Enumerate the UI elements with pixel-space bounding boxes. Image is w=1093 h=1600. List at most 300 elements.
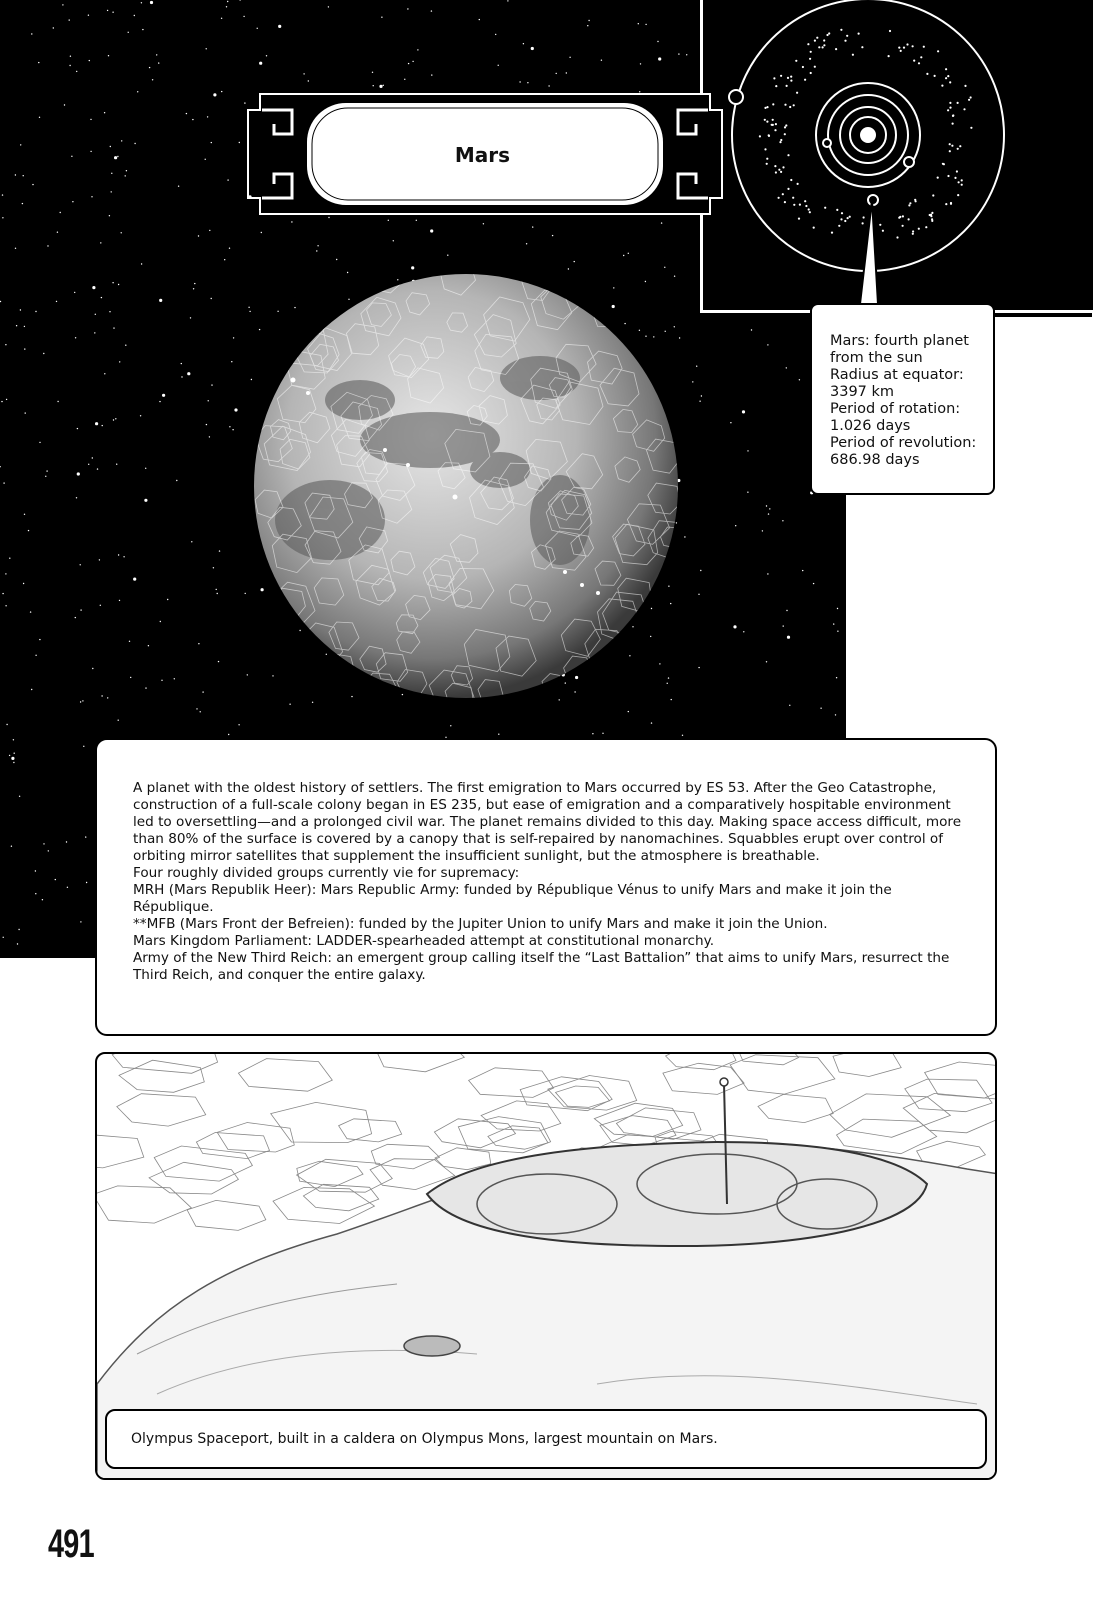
- star: [658, 57, 661, 60]
- asteroid-dot: [771, 124, 773, 126]
- star: [317, 245, 318, 246]
- canopy-cell: [240, 280, 284, 324]
- star: [527, 82, 528, 83]
- asteroid-dot: [824, 207, 826, 209]
- star: [213, 567, 214, 568]
- star: [20, 144, 21, 145]
- callout-pointer: [830, 200, 910, 310]
- star: [261, 588, 264, 591]
- star: [266, 55, 267, 56]
- star: [837, 631, 838, 632]
- star: [39, 639, 40, 640]
- canopy-cell: [649, 660, 692, 703]
- star: [118, 720, 119, 721]
- star: [35, 311, 36, 312]
- asteroid-dot: [903, 47, 905, 49]
- asteroid-dot: [861, 46, 863, 48]
- asteroid-dot: [782, 193, 784, 195]
- star: [742, 410, 745, 413]
- asteroid-dot: [823, 39, 825, 41]
- star: [747, 492, 748, 493]
- star: [289, 704, 290, 705]
- asteroid-dot: [937, 50, 939, 52]
- star: [674, 326, 675, 327]
- canopy-cell: [295, 643, 331, 677]
- star: [18, 929, 19, 930]
- star: [219, 550, 220, 551]
- star: [31, 33, 32, 34]
- star: [519, 81, 520, 82]
- star: [95, 422, 98, 425]
- canopy-cell: [434, 1119, 515, 1148]
- star: [495, 34, 496, 35]
- mars-planet-illustration: [240, 260, 692, 715]
- star: [130, 677, 131, 678]
- star: [42, 899, 43, 900]
- star: [211, 142, 212, 143]
- asteroid-dot: [816, 37, 818, 39]
- star: [657, 41, 658, 42]
- star: [336, 259, 337, 260]
- star: [97, 468, 98, 469]
- star: [121, 140, 122, 141]
- star: [587, 25, 588, 26]
- star: [80, 564, 81, 565]
- asteroid-dot: [778, 197, 780, 199]
- star: [112, 282, 113, 283]
- star: [69, 19, 70, 20]
- star: [118, 554, 119, 555]
- asteroid-dot: [822, 46, 824, 48]
- star: [698, 667, 699, 668]
- star: [22, 203, 23, 204]
- star: [239, 0, 240, 1]
- asteroid-dot: [945, 68, 947, 70]
- asteroid-dot: [764, 148, 766, 150]
- asteroid-dot: [808, 208, 810, 210]
- star: [651, 722, 652, 723]
- asteroid-dot: [798, 218, 800, 220]
- star: [613, 287, 614, 288]
- asteroid-dot: [949, 150, 951, 152]
- star: [35, 655, 36, 656]
- asteroid-dot: [945, 77, 947, 79]
- star: [802, 570, 803, 571]
- canopy-cell: [371, 1144, 439, 1169]
- star: [211, 384, 212, 385]
- star: [198, 235, 199, 236]
- star: [159, 401, 160, 402]
- description-paragraph: Army of the New Third Reich: an emergent group calling itself the “Last Battalion” that aims to unify Mars, resurrect the Third Reich, and conquer the entire galaxy.: [133, 950, 950, 983]
- asteroid-dot: [797, 183, 799, 185]
- asteroid-dot: [804, 200, 806, 202]
- star: [11, 757, 14, 760]
- star: [35, 870, 36, 871]
- canopy-cell: [833, 1054, 901, 1077]
- canopy-cell: [632, 273, 668, 308]
- star: [206, 48, 207, 49]
- asteroid-dot: [906, 43, 908, 45]
- asteroid-dot: [826, 34, 828, 36]
- asteroid-dot: [796, 92, 798, 94]
- star: [102, 425, 103, 426]
- star: [48, 850, 49, 851]
- star: [121, 232, 122, 233]
- star: [110, 146, 111, 147]
- star: [181, 363, 182, 364]
- star: [125, 175, 126, 176]
- star: [95, 314, 96, 315]
- asteroid-dot: [957, 148, 959, 150]
- asteroid-dot: [784, 104, 786, 106]
- star: [229, 248, 230, 249]
- star: [623, 255, 624, 256]
- asteroid-dot: [799, 204, 801, 206]
- asteroid-dot: [956, 170, 958, 172]
- star: [70, 56, 71, 57]
- star: [308, 80, 309, 81]
- canopy-cell: [610, 301, 635, 326]
- star: [89, 60, 90, 61]
- asteroid-dot: [813, 227, 815, 229]
- canopy-cell: [594, 1103, 682, 1136]
- star: [74, 292, 75, 293]
- star: [531, 47, 534, 50]
- asteroid-dot: [964, 85, 966, 87]
- star: [104, 112, 105, 113]
- asteroid-dot: [846, 35, 848, 37]
- asteroid-dot: [858, 33, 860, 35]
- asteroid-dot: [766, 106, 768, 108]
- star: [205, 159, 206, 160]
- star: [574, 691, 575, 692]
- star: [767, 573, 768, 574]
- star: [101, 297, 102, 298]
- star: [261, 232, 262, 233]
- star: [247, 674, 248, 675]
- star: [668, 586, 669, 587]
- canopy-cell: [903, 1093, 997, 1132]
- canopy-cell: [273, 1188, 374, 1224]
- asteroid-dot: [932, 194, 934, 196]
- star: [566, 72, 567, 73]
- star: [767, 344, 768, 345]
- asteroid-dot: [778, 169, 780, 171]
- star: [272, 675, 273, 676]
- canopy-cell: [263, 276, 282, 295]
- star: [192, 119, 193, 120]
- asteroid-dot: [772, 103, 774, 105]
- asteroid-dot: [759, 135, 761, 137]
- star: [99, 559, 100, 560]
- star: [80, 609, 81, 610]
- star: [664, 267, 665, 268]
- canopy-cell: [654, 627, 676, 650]
- asteroid-dot: [780, 139, 782, 141]
- star: [181, 376, 182, 377]
- canopy-cell: [631, 649, 651, 668]
- star: [245, 593, 246, 594]
- star: [178, 186, 179, 187]
- star: [107, 697, 108, 698]
- star: [408, 63, 409, 64]
- asteroid-dot: [809, 58, 811, 60]
- canopy-cell: [112, 1054, 217, 1073]
- star: [402, 694, 403, 695]
- canopy-cell: [297, 1161, 363, 1186]
- star: [156, 54, 157, 55]
- asteroid-dot: [840, 29, 842, 31]
- star: [16, 325, 17, 326]
- asteroid-dot: [804, 79, 806, 81]
- sun-icon: [860, 127, 876, 143]
- star: [277, 311, 278, 312]
- star: [227, 179, 228, 180]
- star: [431, 74, 432, 75]
- star: [19, 796, 20, 797]
- star: [645, 336, 646, 337]
- star: [667, 683, 668, 684]
- asteroid-dot: [802, 66, 804, 68]
- star: [2, 217, 3, 218]
- star: [837, 608, 838, 609]
- canopy-cell: [271, 1102, 372, 1142]
- asteroid-dot: [768, 134, 770, 136]
- description-paragraph: MRH (Mars Republik Heer): Mars Republic Army: funded by République Vénus to unify Mars and make it join the République.: [133, 882, 892, 915]
- star: [347, 272, 348, 273]
- asteroid-dot: [949, 107, 951, 109]
- star: [668, 677, 669, 678]
- star: [23, 175, 24, 176]
- star: [684, 536, 685, 537]
- star: [196, 708, 197, 709]
- stats-line: 3397 km: [830, 384, 895, 400]
- star: [671, 699, 672, 700]
- star: [650, 636, 651, 637]
- stats-line: Period of rotation:: [830, 401, 961, 417]
- star: [766, 505, 767, 506]
- canopy-cell: [458, 1117, 550, 1153]
- asteroid-dot: [774, 165, 776, 167]
- star: [381, 17, 382, 18]
- star: [57, 401, 58, 402]
- star: [208, 400, 209, 401]
- asteroid-dot: [789, 106, 791, 108]
- star: [498, 734, 499, 735]
- canopy-cell: [469, 1068, 554, 1098]
- asteroid-dot: [764, 107, 766, 109]
- star: [3, 482, 4, 483]
- star: [162, 394, 165, 397]
- star: [682, 735, 683, 736]
- asteroid-dot: [970, 127, 972, 129]
- star: [316, 250, 317, 251]
- star: [348, 299, 349, 300]
- star: [43, 353, 44, 354]
- star: [653, 336, 654, 337]
- star: [692, 381, 693, 382]
- description-paragraph: Four roughly divided groups currently vie for supremacy:: [133, 865, 520, 881]
- star: [447, 255, 448, 256]
- asteroid-dot: [961, 184, 963, 186]
- star: [200, 711, 201, 712]
- asteroid-dot: [913, 60, 915, 62]
- star: [575, 676, 578, 679]
- asteroid-dot: [774, 129, 776, 131]
- star: [417, 49, 418, 50]
- star: [835, 714, 836, 715]
- star: [152, 79, 153, 80]
- star: [248, 307, 249, 308]
- asteroid-dot: [947, 75, 949, 77]
- star: [82, 700, 83, 701]
- asteroid-dot: [889, 30, 891, 32]
- star: [1, 401, 2, 402]
- star: [430, 229, 433, 232]
- star: [15, 248, 16, 249]
- star: [161, 680, 162, 681]
- canopy-cell: [610, 670, 653, 715]
- star: [565, 682, 566, 683]
- planet-stats-box: [810, 303, 995, 495]
- page-number: 491: [48, 1522, 94, 1566]
- star: [209, 436, 210, 437]
- star: [159, 299, 162, 302]
- star: [94, 332, 95, 333]
- star: [92, 457, 93, 458]
- asteroid-dot: [766, 121, 768, 123]
- star: [0, 301, 1, 302]
- star: [5, 344, 6, 345]
- star: [373, 85, 374, 86]
- star: [80, 701, 81, 702]
- star: [532, 226, 533, 227]
- star: [141, 2, 142, 3]
- star: [13, 739, 14, 740]
- asteroid-dot: [900, 50, 902, 52]
- star: [259, 329, 260, 330]
- star: [60, 212, 61, 213]
- asteroid-dot: [941, 85, 943, 87]
- canopy-cell: [520, 1077, 612, 1111]
- star: [11, 846, 12, 847]
- canopy-cell: [339, 1119, 402, 1142]
- canopy-cell: [97, 1186, 191, 1223]
- star: [77, 472, 80, 475]
- asteroid-dot: [912, 45, 914, 47]
- star: [24, 514, 25, 515]
- star: [523, 43, 524, 44]
- asteroid-dot: [949, 81, 951, 83]
- star: [190, 317, 191, 318]
- star: [113, 419, 114, 420]
- asteroid-dot: [787, 154, 789, 156]
- star: [3, 937, 4, 938]
- caption-text: Olympus Spaceport, built in a caldera on Olympus Mons, largest mountain on Mars.: [131, 1431, 718, 1447]
- star: [100, 242, 101, 243]
- star: [601, 60, 602, 61]
- canopy-cell: [97, 1134, 144, 1168]
- star: [676, 522, 677, 523]
- star: [111, 191, 112, 192]
- star: [612, 305, 615, 308]
- star: [118, 284, 119, 285]
- star: [813, 583, 814, 584]
- asteroid-dot: [787, 77, 789, 79]
- star: [140, 415, 141, 416]
- star: [226, 6, 227, 7]
- asteroid-dot: [784, 126, 786, 128]
- star: [150, 1, 153, 4]
- star: [53, 27, 54, 28]
- canopy-cell: [758, 1094, 833, 1122]
- star: [700, 570, 701, 571]
- asteroid-dot: [809, 211, 811, 213]
- asteroid-dot: [958, 181, 960, 183]
- star: [227, 1, 228, 2]
- asteroid-dot: [790, 179, 792, 181]
- canopy-cell: [253, 267, 273, 288]
- star: [187, 372, 190, 375]
- star: [383, 85, 384, 86]
- star: [629, 655, 630, 656]
- star: [76, 497, 77, 498]
- star: [191, 541, 192, 542]
- star: [167, 599, 168, 600]
- star: [202, 691, 203, 692]
- star: [0, 466, 1, 467]
- star: [624, 323, 625, 324]
- asteroid-dot: [968, 99, 970, 101]
- star: [111, 173, 112, 174]
- star: [479, 19, 480, 20]
- star: [38, 62, 39, 63]
- star: [45, 476, 46, 477]
- star: [109, 311, 110, 312]
- asteroid-dot: [926, 73, 928, 75]
- star: [507, 0, 508, 1]
- star: [836, 677, 837, 678]
- star: [769, 508, 770, 509]
- star: [228, 734, 229, 735]
- asteroid-dot: [773, 77, 775, 79]
- star: [15, 174, 16, 175]
- star: [661, 222, 662, 223]
- star: [90, 119, 91, 120]
- stats-line: 686.98 days: [830, 452, 920, 468]
- asteroid-dot: [793, 204, 795, 206]
- star: [75, 617, 76, 618]
- star: [698, 594, 699, 595]
- asteroid-dot: [949, 102, 951, 104]
- star: [783, 625, 784, 626]
- star: [483, 223, 484, 224]
- star: [291, 221, 292, 222]
- asteroid-dot: [912, 233, 914, 235]
- star: [651, 608, 652, 609]
- star: [762, 530, 763, 531]
- canopy-cell: [217, 1123, 294, 1153]
- star: [645, 24, 646, 25]
- star: [686, 54, 687, 55]
- star: [799, 379, 800, 380]
- asteroid-dot: [929, 214, 931, 216]
- caption-box: [105, 1409, 987, 1469]
- asteroid-dot: [780, 171, 782, 173]
- star: [125, 345, 126, 346]
- star: [76, 71, 77, 72]
- star: [113, 327, 114, 328]
